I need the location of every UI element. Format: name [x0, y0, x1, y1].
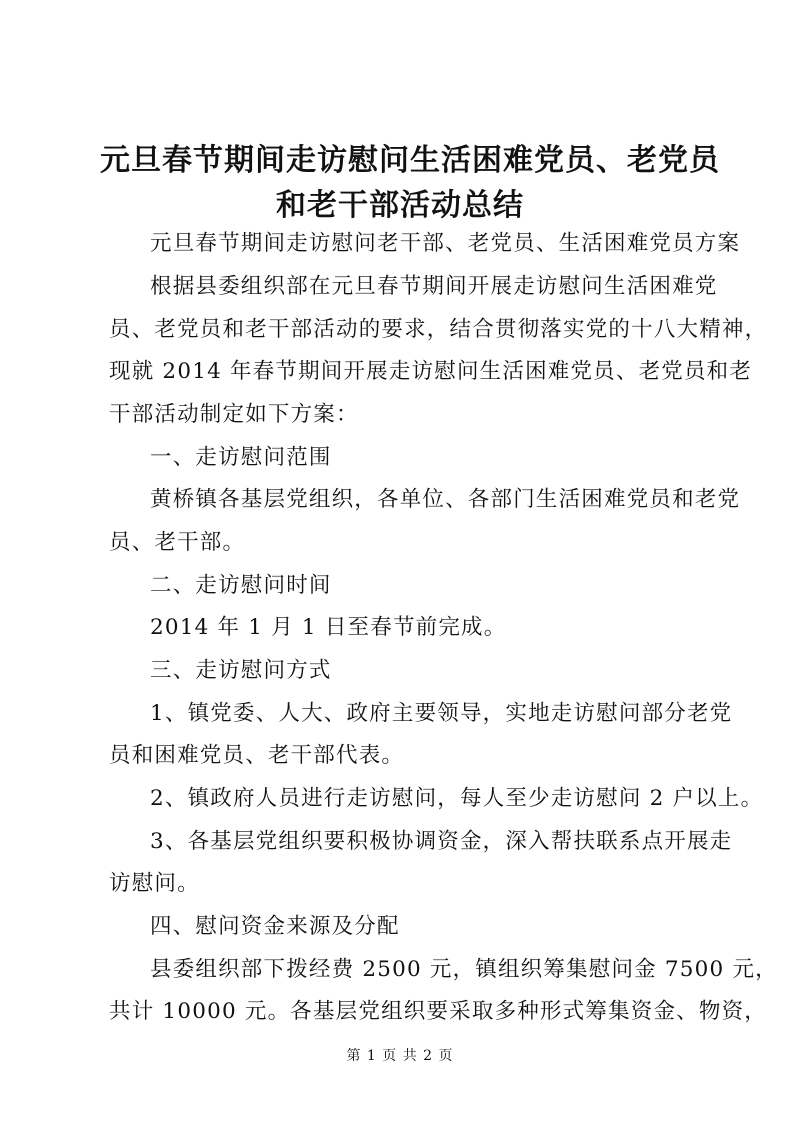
- paragraph-method-3-line-2: 访慰问。: [109, 871, 200, 896]
- paragraph-intro-line-2: 员、老党员和老干部活动的要求，结合贯彻落实党的十八大精神，: [109, 317, 768, 342]
- paragraph-funding-line-2: 共计 10000 元。各基层党组织要采取多种形式筹集资金、物资，: [109, 999, 767, 1024]
- section-heading-method: 三、走访慰问方式: [150, 658, 332, 683]
- paragraph-method-1-line-2: 员和困难党员、老干部代表。: [109, 743, 405, 768]
- paragraph-scope-line-1: 黄桥镇各基层党组织，各单位、各部门生活困难党员和老党: [150, 487, 741, 512]
- paragraph-intro-line-3: 现就 2014 年春节期间开展走访慰问生活困难党员、老党员和老: [109, 359, 753, 384]
- paragraph-method-3-line-1: 3、各基层党组织要积极协调资金，深入帮扶联系点开展走: [150, 829, 733, 854]
- document-title-line-2: 和老干部活动总结: [276, 188, 524, 223]
- section-heading-funding: 四、慰问资金来源及分配: [150, 914, 400, 939]
- paragraph-scope-line-2: 员、老干部。: [109, 530, 246, 555]
- plan-subtitle: 元旦春节期间走访慰问老干部、老党员、生活困难党员方案: [150, 231, 741, 256]
- paragraph-intro-line-1: 根据县委组织部在元旦春节期间开展走访慰问生活困难党: [150, 274, 718, 299]
- section-heading-scope: 一、走访慰问范围: [150, 445, 332, 470]
- section-heading-time: 二、走访慰问时间: [150, 573, 332, 598]
- paragraph-intro-line-4: 干部活动制定如下方案：: [109, 402, 359, 427]
- document-title-line-1: 元旦春节期间走访慰问生活困难党员、老党员: [100, 143, 720, 178]
- paragraph-method-2: 2、镇政府人员进行走访慰问，每人至少走访慰问 2 户以上。: [150, 786, 764, 811]
- paragraph-method-1-line-1: 1、镇党委、人大、政府主要领导，实地走访慰问部分老党: [150, 701, 733, 726]
- paragraph-funding-line-1: 县委组织部下拨经费 2500 元，镇组织筹集慰问金 7500 元，: [150, 957, 778, 982]
- page-number: 第 1 页 共 2 页: [346, 1048, 454, 1064]
- paragraph-time: 2014 年 1 月 1 日至春节前完成。: [150, 615, 507, 640]
